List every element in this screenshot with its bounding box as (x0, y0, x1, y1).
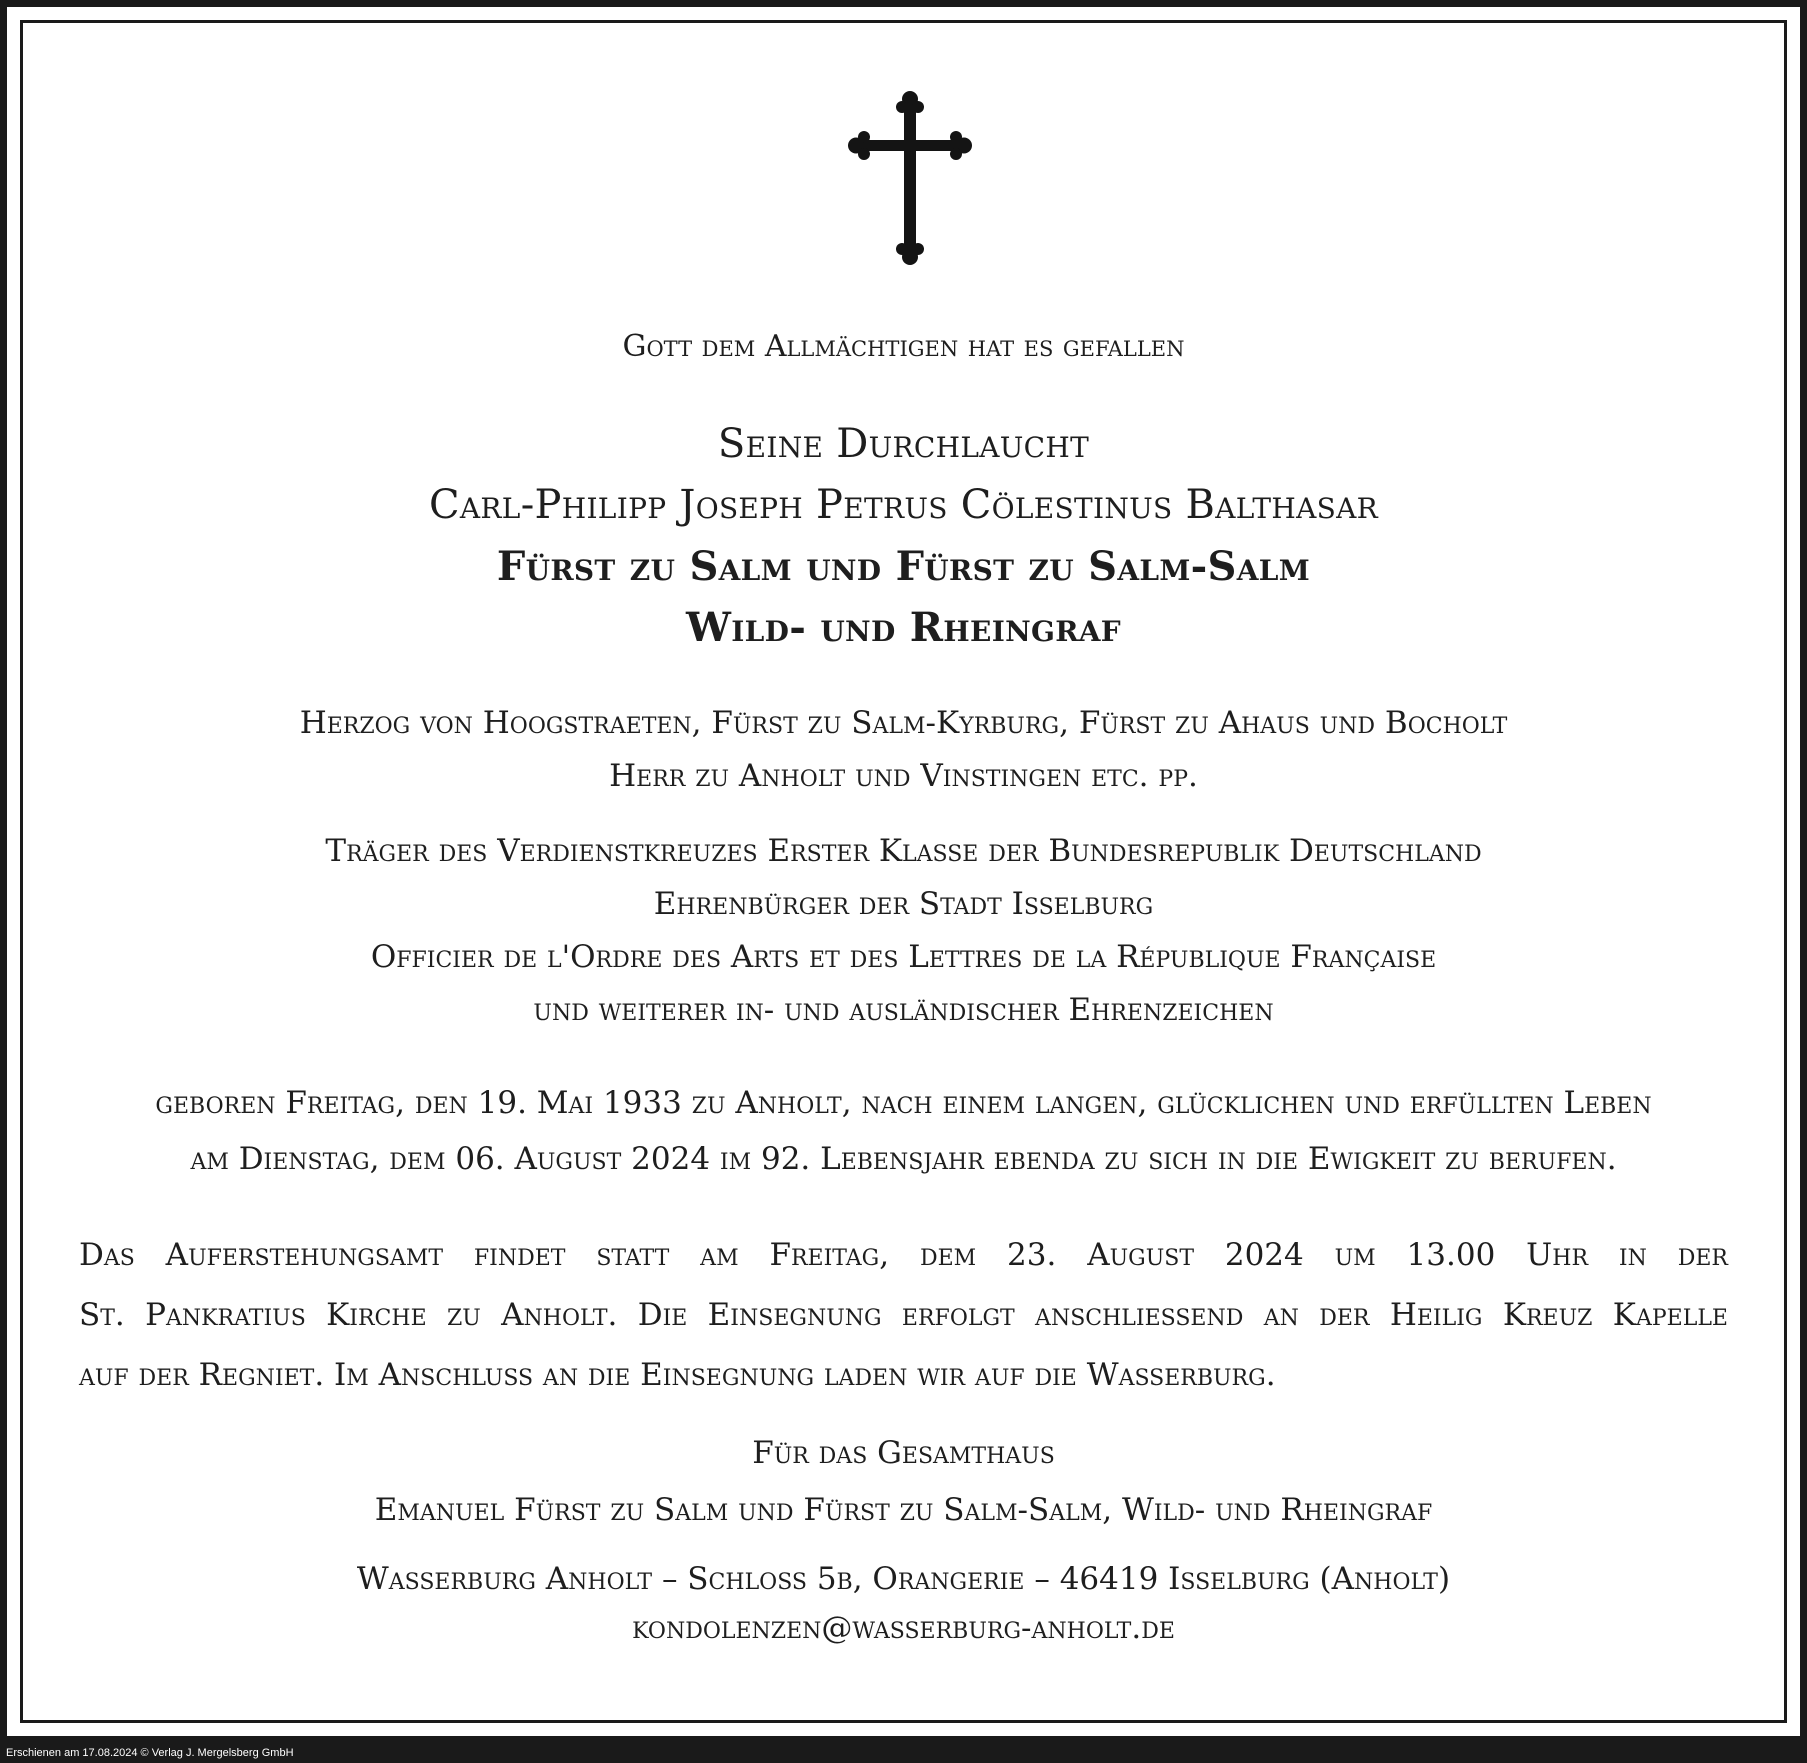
honorific: Seine Durchlaucht (717, 421, 1090, 467)
titles-line: Herzog von Hoogstraeten, Fürst zu Salm-Kyrburg, Fürst zu Ahaus und Bocholt (299, 705, 1508, 741)
life-line: am Dienstag, dem 06. August 2024 im 92. Lebensjahr ebenda zu sich in die Ewigkeit zu berufen. (190, 1141, 1617, 1177)
life-line: geboren Freitag, den 19. Mai 1933 zu Anholt, nach einem langen, glücklichen und erfüllten Leben (155, 1085, 1652, 1121)
cross-icon (847, 89, 973, 267)
given-names: Carl-Philipp Joseph Petrus Cölestinus Balthasar (429, 482, 1378, 528)
honor-line: Träger des Verdienstkreuzes Erster Klasse der Bundesrepublik Deutschland (325, 833, 1482, 869)
service-line: Das Auferstehungsamt findet statt am Freitag, dem 23. August 2024 um 13.00 Uhr in der (79, 1237, 1728, 1273)
signature-for: Für das Gesamthaus (752, 1435, 1055, 1471)
signature-name: Emanuel Fürst zu Salm und Fürst zu Salm-Salm, Wild- und Rheingraf (374, 1492, 1433, 1528)
titles-line: Herr zu Anholt und Vinstingen etc. pp. (609, 758, 1198, 794)
honor-line: und weiterer in- und ausländischer Ehrenzeichen (533, 992, 1274, 1028)
honor-line: Officier de l'Ordre des Arts et des Lettres de la République Française (370, 939, 1437, 975)
service-line: St. Pankratius Kirche zu Anholt. Die Einsegnung erfolgt anschließend an der Heilig Kreuz Kapelle (79, 1297, 1728, 1333)
title-line-2: Wild- und Rheingraf (686, 604, 1121, 651)
contact-email: kondolenzen@wasserburg-anholt.de (632, 1610, 1175, 1646)
publication-footer: Erschienen am 17.08.2024 © Verlag J. Mergelsberg GmbH (0, 1743, 1807, 1763)
contact-address: Wasserburg Anholt – Schloss 5b, Orangerie – 46419 Isselburg (Anholt) (356, 1561, 1451, 1597)
honor-line: Ehrenbürger der Stadt Isselburg (653, 886, 1154, 922)
intro-line: Gott dem Allmächtigen hat es gefallen (622, 329, 1185, 364)
service-paragraph (79, 1225, 1728, 1405)
title-line-1: Fürst zu Salm und Fürst zu Salm-Salm (496, 543, 1311, 590)
service-line: auf der Regniet. Im Anschluss an die Einsegnung laden wir auf die Wasserburg. (79, 1357, 1276, 1393)
